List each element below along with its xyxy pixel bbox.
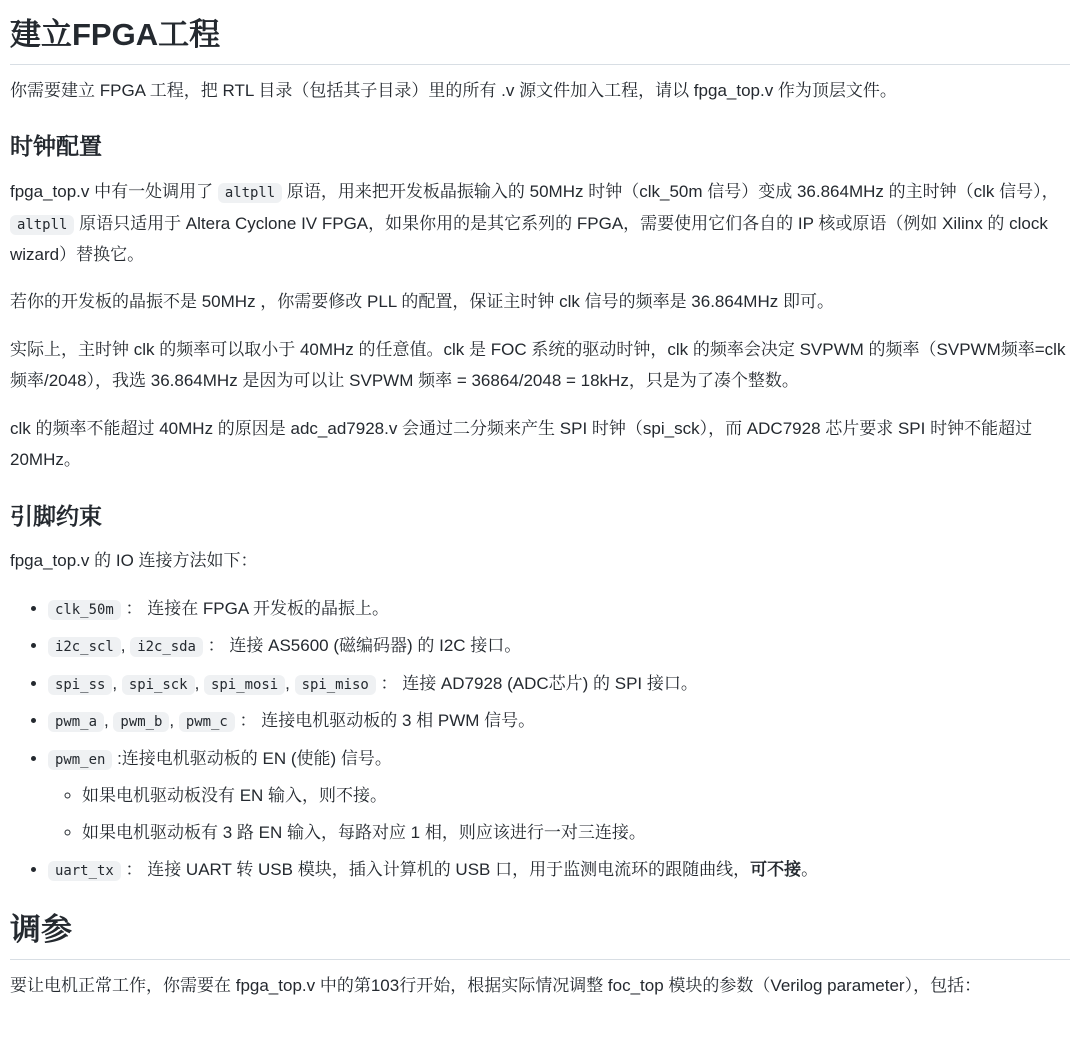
inline-code: uart_tx <box>48 861 121 881</box>
inline-code: pwm_c <box>179 712 235 732</box>
list-item-clk-50m <box>48 593 1070 624</box>
list-item-spi <box>48 668 1070 699</box>
inline-code: spi_sck <box>122 675 195 695</box>
inline-code: pwm_a <box>48 712 104 732</box>
section-heading-pin-constraints: 引脚约束 <box>10 502 102 529</box>
section-heading-build-fpga-project: 建立FPGA工程 <box>10 16 1070 65</box>
inline-code: clk_50m <box>48 600 121 620</box>
paragraph-clock-crystal: 若你的开发板的晶振不是 50MHz ，你需要修改 PLL 的配置，保证主时钟 clk 信号的频率是 36.864MHz 即可。 <box>10 292 834 312</box>
inline-code: spi_ss <box>48 675 112 695</box>
paragraph-clock-limit: clk 的频率不能超过 40MHz 的原因是 adc_ad7928.v 会通过二分频来产生 SPI 时钟（spi_sck），而 ADC7928 芯片要求 SPI 时钟不能超过 20MHz。 <box>10 418 1033 470</box>
pwm-en-sublist <box>48 780 1070 848</box>
paragraph-clock-altpll: fpga_top.v 中有一处调用了 altpll 原语，用来把开发板晶振输入的 50MHz 时钟（clk_50m 信号）变成 36.864MHz 的主时钟（clk 信号）， altpll 原语只适用于 Altera Cyclone IV FPGA，如果你用的是其它系列的 FPGA，需要使用它们各自的 IP 核或原语（例如 Xilinx 的 clock wizard）替换它。 <box>10 182 1059 264</box>
list-item-pwm-en <box>48 743 1070 848</box>
inline-code: spi_mosi <box>204 675 285 695</box>
section-heading-clock-config: 时钟配置 <box>10 133 102 160</box>
nested-list-item-no-en: ◦ 如果电机驱动板没有 EN 输入，则不接。 <box>82 780 1070 811</box>
inline-code: pwm_en <box>48 750 112 770</box>
list-item-text: pwm_a , pwm_b , pwm_c ： 连接电机驱动板的 3 相 PWM 信号。 <box>48 711 535 730</box>
inline-code: spi_miso <box>295 675 376 695</box>
inline-code: altpll <box>218 183 282 203</box>
nested-list-item-three-en: ◦ 如果电机驱动板有 3 路 EN 输入，每路对应 1 相，则应该进行一对三连接。 <box>82 817 1070 848</box>
list-item-text: spi_ss , spi_sck , spi_mosi , spi_miso ： 连接 AD7928 (ADC芯片) 的 SPI 接口。 <box>48 674 698 693</box>
inline-code: i2c_sda <box>130 637 203 657</box>
paragraph-build-intro: 你需要建立 FPGA 工程，把 RTL 目录（包括其子目录）里的所有 .v 源文件加入工程，请以 fpga_top.v 作为顶层文件。 <box>10 80 897 100</box>
inline-code: pwm_b <box>113 712 169 732</box>
list-item-text: pwm_en :连接电机驱动板的 EN (使能) 信号。 <box>48 749 392 768</box>
inline-code: i2c_scl <box>48 637 121 657</box>
list-item-i2c <box>48 630 1070 661</box>
paragraph-pins-intro: fpga_top.v 的 IO 连接方法如下： <box>10 551 258 571</box>
list-item-text: i2c_scl , i2c_sda ： 连接 AS5600 (磁编码器) 的 I2C 接口。 <box>48 636 521 655</box>
list-item-text: uart_tx ： 连接 UART 转 USB 模块，插入计算机的 USB 口，用于监测电流环的跟随曲线，可不接。 <box>48 860 818 879</box>
section-heading-tuning: 调参 <box>10 911 1070 960</box>
list-item-uart-tx <box>48 854 1070 885</box>
list-item-text: clk_50m ： 连接在 FPGA 开发板的晶振上。 <box>48 599 389 618</box>
bold-text: 可不接 <box>750 859 802 879</box>
paragraph-tuning-intro: 要让电机正常工作，你需要在 fpga_top.v 中的第103行开始，根据实际情况调整 foc_top 模块的参数（Verilog parameter），包括： <box>10 976 982 996</box>
list-item-pwm-abc <box>48 705 1070 736</box>
paragraph-clock-frequency: 实际上，主时钟 clk 的频率可以取小于 40MHz 的任意值。clk 是 FOC 系统的驱动时钟，clk 的频率会决定 SVPWM 的频率（SVPWM频率=clk 频率/2048），我选 36.864MHz 是因为可以让 SVPWM 频率 = 36864/2048 = 18kHz，只是为了凑个整数。 <box>10 339 1066 391</box>
inline-code: altpll <box>10 215 74 235</box>
io-connection-list <box>10 593 1070 886</box>
